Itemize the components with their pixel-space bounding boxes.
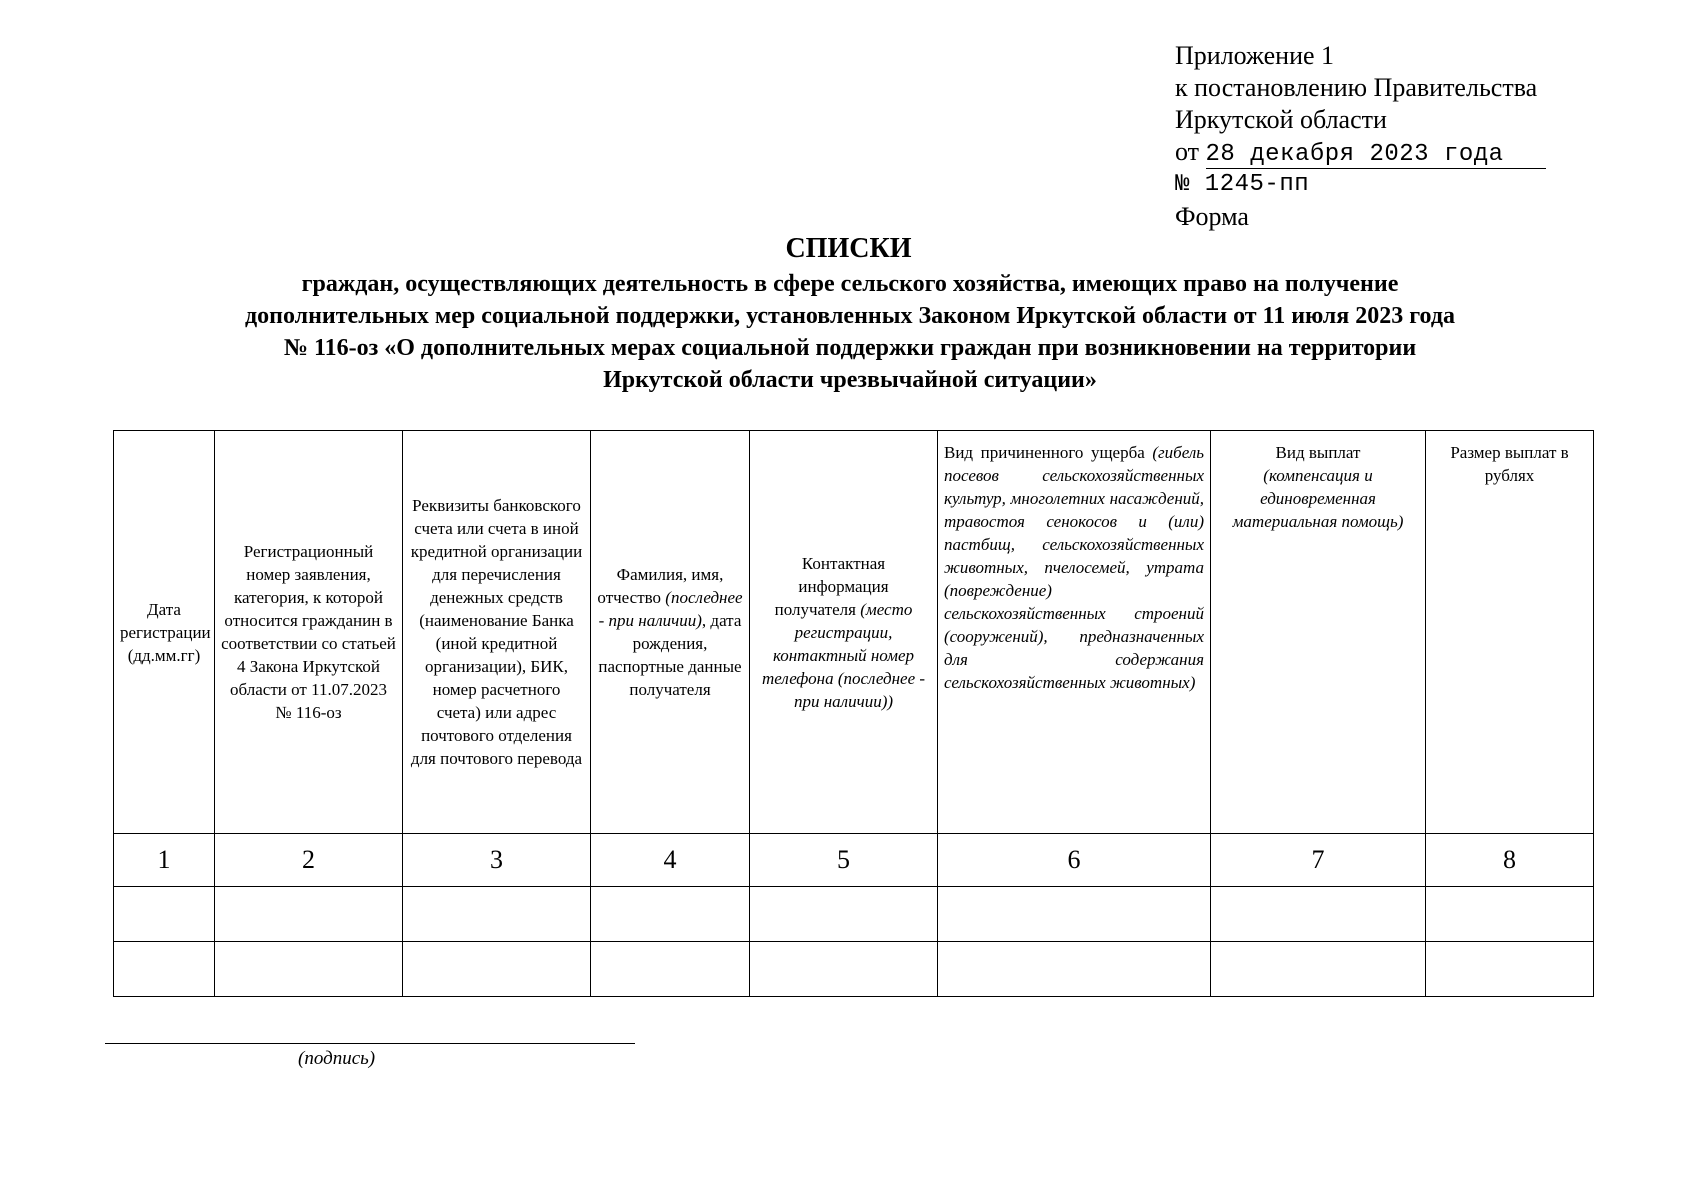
table-cell [215,942,403,997]
citizens-list-table [113,430,1594,997]
subtitle-line-3: № 116-оз «О дополнительных мерах социальной поддержки граждан при возникновении на территории [283,335,1417,361]
date-value: 28 декабря 2023 года [1206,142,1546,169]
column-number: 6 [938,834,1211,887]
column-number: 1 [114,834,215,887]
subtitle-line-4: Иркутской области чрезвычайной ситуации» [603,367,1097,393]
header-row [114,431,1594,834]
table-row [114,942,1594,997]
table-row [114,887,1594,942]
header-payment-amount: Размер выплат в рублях [1426,431,1594,834]
column-number: 3 [403,834,591,887]
column-number: 8 [1426,834,1594,887]
table-cell [938,887,1211,942]
appendix-label: Приложение 1 [1175,41,1335,70]
header-registration-number: Регистрационный номер заявления, категория, к которой относится гражданин в соответствии со статьей 4 Закона Иркутской области от 11.07.2023 № 116-оз [215,431,403,834]
form-label: Форма [1175,202,1249,231]
table-cell [938,942,1211,997]
document-number: № 1245-пп [1175,171,1310,198]
table-cell [591,887,750,942]
table-cell [403,942,591,997]
table-cell [1211,942,1426,997]
date-prefix: от [1175,137,1206,166]
page-title: СПИСКИ [785,233,912,264]
table-cell [114,942,215,997]
page-subtitle [110,268,1590,396]
subtitle-line-2: дополнительных мер социальной поддержки, установленных Законом Иркутской области от 11 июля 2023 года [244,303,1455,329]
subtitle-line-1: граждан, осуществляющих деятельность в сфере сельского хозяйства, имеющих право на получение [301,271,1399,297]
table-cell [1426,942,1594,997]
header-damage-type: Вид причиненного ущерба (гибель посевов сельскохозяйственных культур, многолетних насаждений, травостоя сенокосов и (или) пастбищ, сельскохозяйственных животных, пчелосемей, утрата (повреждение) сельскохозяйственных строений (сооружений), предназначенных для содержания сельскохозяйственных животных) [938,431,1211,834]
column-number: 7 [1211,834,1426,887]
column-number: 2 [215,834,403,887]
header-registration-date: Дата регистрации (дд.мм.гг) [114,431,215,834]
approval-block [1175,40,1595,233]
table-cell [403,887,591,942]
table-cell [1211,887,1426,942]
header-payment-type: Вид выплат (компенсация и единовременная материальная помощь) [1211,431,1426,834]
column-numbers-row [114,834,1594,887]
column-number: 4 [591,834,750,887]
resolution-label: к постановлению Правительства [1175,73,1538,102]
header-full-name: Фамилия, имя, отчество (последнее - при наличии), дата рождения, паспортные данные получателя [591,431,750,834]
table-cell [114,887,215,942]
table-cell [591,942,750,997]
region-label: Иркутской области [1175,105,1387,134]
date-line [1175,136,1595,169]
table-cell [750,887,938,942]
header-contact-info: Контактная информация получателя (место регистрации, контактный номер телефона (последнее - при наличии)) [750,431,938,834]
table-cell [750,942,938,997]
table-cell [215,887,403,942]
signature-line [105,1043,635,1044]
header-bank-details: Реквизиты банковского счета или счета в иной кредитной организации для перечисления денежных средств (наименование Банка (иной кредитной организации), БИК, номер расчетного счета) или адрес почтового отделения для почтового перевода [403,431,591,834]
column-number: 5 [750,834,938,887]
table-cell [1426,887,1594,942]
signature-caption: (подпись) [298,1048,376,1069]
